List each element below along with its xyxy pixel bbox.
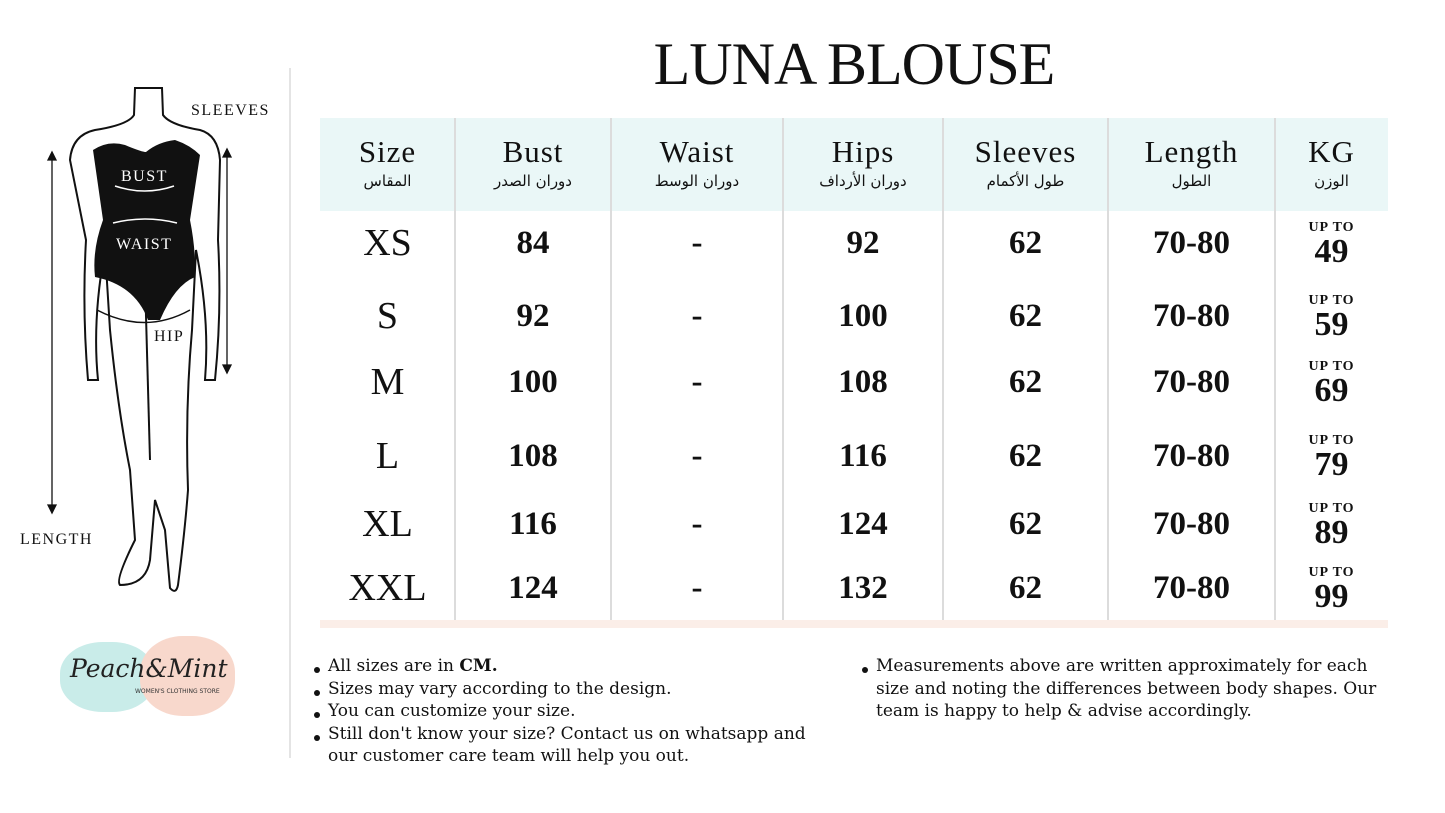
header-label-arabic: دوران الأرداف <box>819 172 907 190</box>
cell-hips: 108 <box>838 364 888 400</box>
cell-hips: 132 <box>838 570 888 606</box>
cell-length: 70-80 <box>1153 506 1230 542</box>
cell-length: 70-80 <box>1153 298 1230 334</box>
kg-prefix: UP TO <box>1308 293 1355 308</box>
cell-kg <box>1275 434 1388 482</box>
cell-kg <box>1275 360 1388 408</box>
cell-kg <box>1275 294 1388 342</box>
cell-sleeves: 62 <box>1009 298 1042 334</box>
header-length <box>1108 118 1275 211</box>
note-item: Sizes may vary according to the design. <box>328 678 810 701</box>
cell-length: 70-80 <box>1153 570 1230 606</box>
cell-hips: 116 <box>839 438 887 474</box>
header-label: KG <box>1308 134 1355 169</box>
sleeves-label: SLEEVES <box>191 102 270 119</box>
cell-bust: 108 <box>508 438 558 474</box>
cell-kg <box>1275 502 1388 550</box>
kg-value: 79 <box>1314 446 1349 483</box>
cell-bust: 92 <box>516 298 550 334</box>
note-item: You can customize your size. <box>328 700 810 723</box>
cell-waist: - <box>691 364 703 400</box>
kg-prefix: UP TO <box>1308 359 1355 374</box>
cell-length: 70-80 <box>1153 364 1230 400</box>
header-label-arabic: طول الأكمام <box>986 172 1065 190</box>
header-sleeves <box>943 118 1108 211</box>
cell-bust: 116 <box>509 506 557 542</box>
cell-sleeves: 62 <box>1009 570 1042 606</box>
cell-size: XL <box>362 503 413 545</box>
header-label-arabic: دوران الصدر <box>494 172 572 190</box>
header-label-arabic: الوزن <box>1314 172 1349 190</box>
header-label: Size <box>358 134 417 169</box>
kg-value: 59 <box>1314 306 1349 343</box>
header-waist <box>611 118 783 211</box>
cell-length: 70-80 <box>1153 438 1230 474</box>
header-bust <box>455 118 611 211</box>
kg-value: 99 <box>1314 578 1349 615</box>
header-label: Length <box>1144 134 1239 169</box>
cell-size: XS <box>363 222 412 264</box>
body-figure-illustration <box>0 80 290 600</box>
cell-hips: 100 <box>838 298 888 334</box>
cell-size: L <box>375 435 400 477</box>
kg-value: 49 <box>1314 233 1349 270</box>
cell-kg <box>1275 566 1388 614</box>
cell-sleeves: 62 <box>1009 225 1042 261</box>
header-label: Hips <box>831 134 895 169</box>
cell-hips: 124 <box>838 506 888 542</box>
brand-logo: Peach&Mint WOMEN'S CLOTHING STORE <box>55 630 240 725</box>
length-label: LENGTH <box>20 531 93 548</box>
page-title: LUNA BLOUSE <box>653 31 1055 97</box>
cell-kg <box>1275 221 1388 269</box>
header-label: Sleeves <box>974 134 1077 169</box>
kg-value: 89 <box>1314 514 1349 551</box>
note-item: Measurements above are written approximately for each size and noting the differences between body shapes. Our team is happy to help & advise accordingly. <box>876 655 1398 723</box>
header-label-arabic: دوران الوسط <box>654 172 740 190</box>
header-label-arabic: المقاس <box>363 172 412 190</box>
header-kg <box>1275 118 1388 211</box>
cell-bust: 124 <box>508 570 558 606</box>
bottom-band <box>320 620 1388 628</box>
header-label: Bust <box>502 134 564 169</box>
notes-right <box>858 655 1398 723</box>
cell-bust: 84 <box>516 225 550 261</box>
header-label: Waist <box>659 134 735 169</box>
cell-sleeves: 62 <box>1009 364 1042 400</box>
kg-prefix: UP TO <box>1308 565 1355 580</box>
cell-waist: - <box>691 438 703 474</box>
cell-waist: - <box>691 225 703 261</box>
cell-sleeves: 62 <box>1009 506 1042 542</box>
kg-prefix: UP TO <box>1308 501 1355 516</box>
header-label-arabic: الطول <box>1171 172 1212 190</box>
waist-label: WAIST <box>116 236 173 253</box>
cell-size: M <box>370 361 405 403</box>
cell-size: S <box>376 295 399 337</box>
notes-left <box>310 655 810 768</box>
cell-length: 70-80 <box>1153 225 1230 261</box>
hip-label: HIP <box>154 328 185 345</box>
kg-prefix: UP TO <box>1308 220 1355 235</box>
kg-prefix: UP TO <box>1308 433 1355 448</box>
cell-hips: 92 <box>846 225 880 261</box>
note-item: Still don't know your size? Contact us on whatsapp and our customer care team will help you out. <box>328 723 810 768</box>
bust-label: BUST <box>121 168 168 185</box>
note-item: All sizes are in CM. <box>328 655 810 678</box>
kg-value: 69 <box>1314 372 1349 409</box>
cell-bust: 100 <box>508 364 558 400</box>
header-size <box>320 118 455 211</box>
cell-sleeves: 62 <box>1009 438 1042 474</box>
header-hips <box>783 118 943 211</box>
cell-size: XXL <box>348 567 427 609</box>
cell-waist: - <box>691 570 703 606</box>
cell-waist: - <box>691 506 703 542</box>
cell-waist: - <box>691 298 703 334</box>
